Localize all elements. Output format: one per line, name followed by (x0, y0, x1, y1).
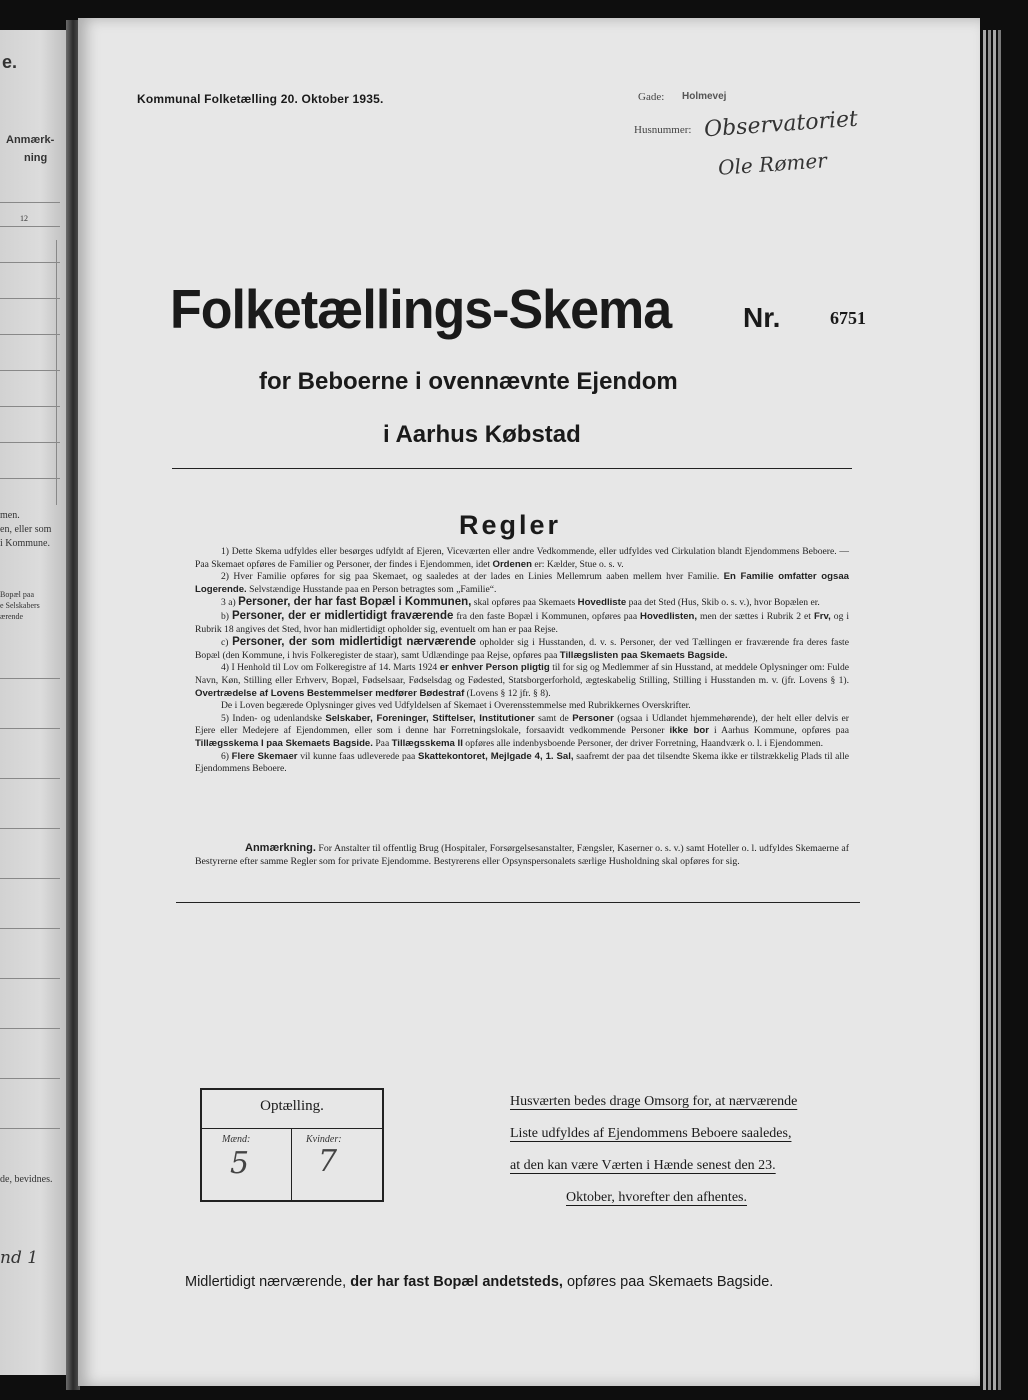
form-number: 6751 (830, 308, 866, 328)
left-rule (0, 778, 60, 779)
title-divider (172, 468, 852, 469)
rule-3a: 3 a) Personer, der har fast Bopæl i Kommunen, skal opføres paa Skemaets Hovedliste paa det Sted (Hus, Skib o. s. v.), hvor Bopælen er. (221, 596, 820, 609)
rule-3b: b) Personer, der er midlertidigt fraværende fra den faste Bopæl i Kommunen, opføres paa Hovedlisten, men der sættes i Rubrik 2 et Frv, og i Rubrik 18 angives det Sted, hvor han midlertidigt opholder sig, eventuelt om han er paa Rejse. (195, 609, 849, 635)
left-rule (0, 728, 60, 729)
census-heading: Kommunal Folketælling 20. Oktober 1935. (137, 92, 384, 106)
left-fragment-text: en, eller som (0, 524, 52, 535)
remark-paragraph (195, 842, 849, 868)
left-rule (0, 298, 60, 299)
street-value: Holmevej (682, 91, 727, 102)
page-edge (988, 30, 991, 1390)
count-box-divider (202, 1128, 382, 1129)
left-top-letter: e. (2, 52, 18, 72)
left-rule (0, 978, 60, 979)
rules-heading: Regler (459, 510, 562, 540)
footer-note-bold: der har fast Bopæl andetsteds, (350, 1274, 563, 1290)
remark-label: Anmærkning. (245, 842, 316, 854)
left-rule (0, 370, 60, 371)
left-col-head-2: ning (24, 152, 48, 164)
rule-6: 6) Flere Skemaer vil kunne faas udleverede paa Skattekontoret, Mejlgade 4, 1. Sal, saafremt der paa det tilsendte Skema ikke er tilstrækkelig Plads til alle Ejendommens Beboere. (195, 750, 850, 775)
left-rule (0, 406, 60, 407)
women-count: 7 (318, 1144, 338, 1179)
count-box-title: Optælling. (260, 1098, 324, 1114)
left-rule (0, 678, 60, 679)
women-label: Kvinder: (306, 1134, 342, 1145)
number-label: Nr. (743, 302, 781, 333)
left-rule (0, 334, 60, 335)
remark-text: For Anstalter til offentlig Brug (Hospitaler, Forsørgelsesanstalter, Fængsler, Kaserner o. s. v.) samt Hoteller o. l. udfyldes Skemaerne af Bestyrerne efter samme Regler som for private Ejendomme. Bestyrerens eller Opsynspersonalets særlige Husholdning skal opføres for sig. (195, 843, 849, 867)
rule-4: 4) I Henhold til Lov om Folkeregistre af 14. Marts 1924 er enhver Person pligtig til for sig og Medlemmer af sin Husstand, at meddele Oplysninger om: Fulde Navn, Køn, Stilling eller Erhverv, Bopæl, Fødselsaar, Fødselsdag og Fødested, Statsborgerforhold, ægteskabelig Stilling, Stilling i Husstanden m. v. (jfr. Lovens § 1). Overtrædelse af Lovens Bestemmelser medfører Bødestraf (Lovens § 12 jfr. § 8). (195, 662, 849, 699)
left-rule (0, 202, 60, 203)
left-rule (0, 928, 60, 929)
left-rule (0, 1078, 60, 1079)
rule-5: 5) Inden- og udenlandske Selskaber, Foreninger, Stiftelser, Institutioner samt de Personer (ogsaa i Udlandet hjemmehørende), der helt eller delvis er Ejere eller Medejere af Ejendommen, eller som i denne har Forretningslokale, forsaavidt vedkommende Personer ikke bor i Aarhus Kommune, opføres paa Tillægsskema I paa Skemaets Bagside. Paa Tillægsskema II opføres alle indenbysboende Personer, der driver Forretning, Haandværk o. l. i Ejendommen. (195, 712, 849, 749)
landlord-notice-line-1: Husværten bedes drage Omsorg for, at nærværende (510, 1094, 798, 1109)
left-fragment-text: i Kommune. (0, 538, 50, 549)
landlord-notice-line-3: at den kan være Værten i Hænde senest den 23. (510, 1158, 776, 1173)
left-col-number: 12 (20, 214, 28, 223)
left-vertical-rule (56, 240, 57, 505)
left-rule (0, 828, 60, 829)
left-handwriting: nd 1 (0, 1248, 39, 1268)
left-fragment-text: ærende (0, 612, 24, 621)
footer-note-end: opføres paa Skemaets Bagside. (566, 1274, 774, 1290)
left-fragment-text: e Selskabers (0, 601, 40, 610)
footer-note-start: Midlertidigt nærværende, (185, 1274, 347, 1290)
page-edge (993, 30, 996, 1390)
left-rule (0, 1128, 60, 1129)
subtitle-town: i Aarhus Købstad (383, 421, 581, 448)
subtitle-residents: for Beboerne i ovennævnte Ejendom (259, 368, 678, 395)
men-label: Mænd: (222, 1134, 251, 1145)
page-edge (983, 30, 986, 1390)
left-rule (0, 226, 60, 227)
left-rule (0, 878, 60, 879)
count-box-column-divider (291, 1128, 292, 1200)
rule-4-extra: De i Loven begærede Oplysninger gives ved Udfyldelsen af Skemaet i Overensstemmelse med Rubrikkernes Overskrifter. (221, 700, 691, 712)
rule-3c: c) Personer, der som midlertidigt nærværende opholder sig i Husstanden, d. v. s. Personer, der ved Tællingen er fraværende fra deres faste Bopæl (den Kommune, i hvis Folkeregister de staar), samt Udlændinge paa Rejse, opføres paa Tillægslisten paa Skemaets Bagside. (195, 636, 849, 661)
rules-text (195, 546, 849, 776)
left-fragment-text: Bopæl paa (0, 590, 34, 599)
left-fragment-text: de, bevidnes. (0, 1174, 53, 1185)
street-label: Gade: (638, 91, 665, 103)
men-count: 5 (230, 1146, 250, 1181)
left-rule (0, 442, 60, 443)
rule-1: 1) Dette Skema udfyldes eller besørges udfyldt af Ejeren, Viceværten eller andre Vedkommende, eller udfyldes ved Cirkulation blandt Ejendommens Beboere. — Paa Skemaet opføres de Familier og Personer, der findes i Ejendommen, idet Ordenen er: Kælder, Stue o. s. v. (195, 546, 849, 570)
form-title: Folketællings-Skema (170, 279, 672, 341)
count-box (200, 1088, 384, 1202)
rule-2: 2) Hver Familie opføres for sig paa Skemaet, og saaledes at der lades en Linies Mellemrum aaben mellem hver Familie. En Familie omfatter ogsaa Logerende. Selvstændige Husstande paa en Person betragtes som „Familie“. (195, 571, 850, 595)
landlord-notice-line-4: Oktober, hvorefter den afhentes. (566, 1190, 747, 1205)
left-page-fragment (0, 30, 68, 1375)
house-number-value-2: Ole Rømer (717, 148, 828, 180)
census-form-page (78, 18, 980, 1386)
house-number-value: Observatoriet (703, 106, 859, 143)
left-rule (0, 1028, 60, 1029)
left-fragment-text: men. (0, 510, 20, 521)
bottom-divider (176, 902, 860, 903)
left-col-head-1: Anmærk- (6, 134, 55, 146)
left-rule (0, 478, 60, 479)
page-edge (998, 30, 1001, 1390)
left-rule (0, 262, 60, 263)
house-number-label: Husnummer: (634, 124, 692, 136)
landlord-notice-line-2: Liste udfyldes af Ejendommens Beboere saaledes, (510, 1126, 792, 1141)
footer-note (185, 1274, 773, 1290)
